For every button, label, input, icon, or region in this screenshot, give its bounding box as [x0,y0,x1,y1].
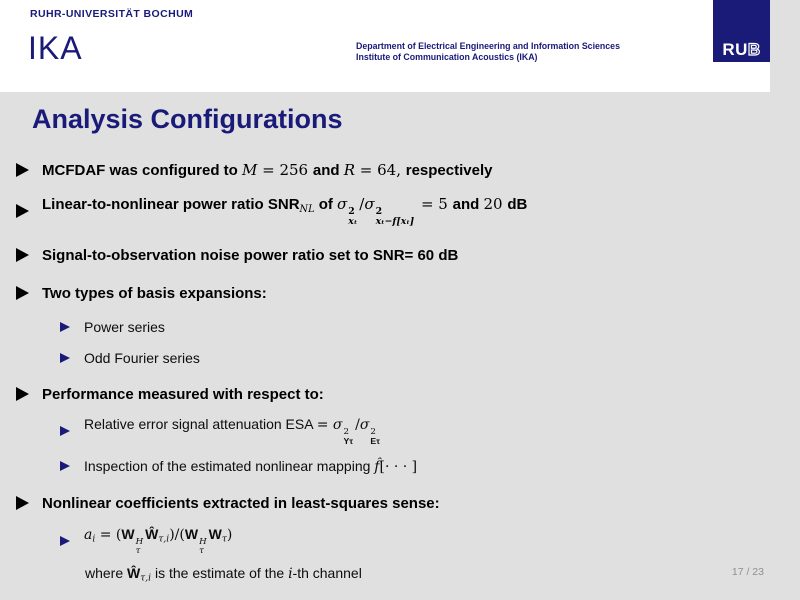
subbullet-triangle-icon [60,322,70,332]
subbullet-triangle-icon [60,353,70,363]
bullet-triangle-icon [16,496,29,510]
bullet-text: Linear-to-nonlinear power ratio $SNR_{NL}$ of σ 2 xₜ /σ 2 xₜ−f[xₜ] = 5 and 20 dB [42,195,528,228]
subbullet-text: $a_i = (W$ H τ $Ŵ_{\tau,i})/(W$ H τ $W_\tau$) [84,526,233,556]
rub-logo-solid-letters: RU [722,40,748,59]
subbullet-odd-fourier-series [0,346,800,370]
subbullet-text: Odd Fourier series [84,350,200,366]
subbullet-text: Relative error signal attenuation ESA = σ 2 Yτ /σ 2 Eτ [84,416,381,446]
bullet-performance [0,382,800,406]
bullet-nonlinear-coefficients [0,491,800,515]
bullet-text: Performance measured with respect to: [42,385,324,403]
subbullet-esa [0,416,800,446]
bullet-snr-60db [0,243,800,267]
subbullet-text: Power series [84,319,165,335]
subbullet-text: where $Ŵ_{\tau,i}$ is the estimate of the i-th channel [85,564,362,584]
bullet-text: Signal-to-observation noise power ratio set to SNR= 60 dB [42,246,459,264]
bullet-basis-expansions [0,281,800,305]
rub-logo-text [722,41,760,58]
subbullet-triangle-icon [60,461,70,471]
subbullet-where-estimate [0,562,800,586]
department-lines [356,41,620,62]
subbullet-inspection-mapping [0,454,800,478]
bullet-triangle-icon [16,387,29,401]
bullet-triangle-icon [16,286,29,300]
bullet-text: Nonlinear coefficients extracted in least-squares sense: [42,494,440,512]
bullet-text: Two types of basis expansions: [42,284,267,302]
slide-title: Analysis Configurations [32,104,343,134]
rub-logo [713,0,770,62]
bullet-mcfdaf-config [0,158,800,182]
university-name: RUHR-UNIVERSITÄT BOCHUM [30,8,194,20]
slide-header [0,0,770,92]
bullet-text: MCFDAF was configured to M = 256 and R = 64, respectively [42,161,493,179]
bullet-triangle-icon [16,163,29,177]
subbullet-text: Inspection of the estimated nonlinear mapping f̂[· · · ] [84,457,418,475]
bullet-snr-nl [0,196,800,226]
subbullet-triangle-icon [60,426,70,436]
department-line-1: Department of Electrical Engineering and Information Sciences [356,41,620,51]
rub-logo-outline-letter: B [747,40,761,59]
subbullet-triangle-icon [60,536,70,546]
subbullet-ai-formula [0,526,800,556]
bullet-triangle-icon [16,248,29,262]
subbullet-power-series [0,315,800,339]
bullet-triangle-icon [16,204,29,218]
page-number: 17 / 23 [731,566,764,578]
department-line-2: Institute of Communication Acoustics (IKA) [356,51,538,62]
institute-logo: IKA [28,30,83,66]
